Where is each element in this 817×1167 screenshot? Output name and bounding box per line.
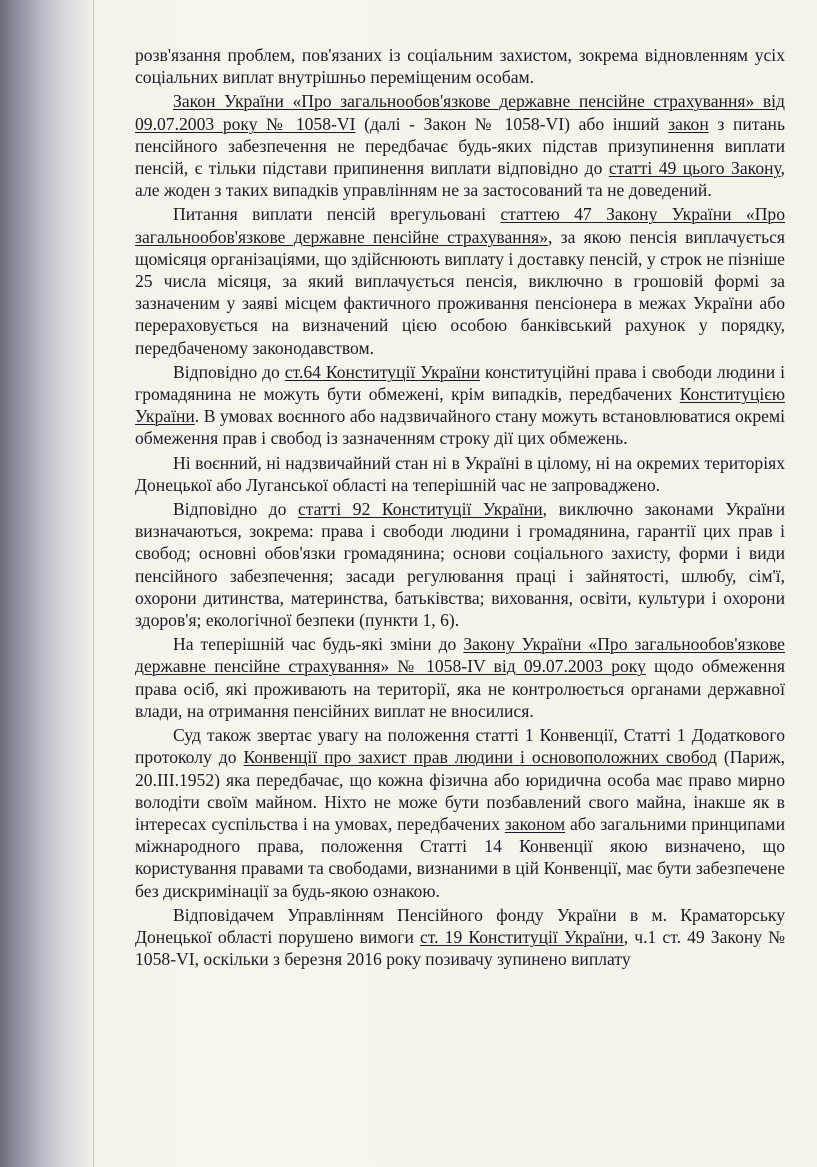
text-segment: або загальними принципами міжнародного права, положення Статті 14 Конвенції якою визначено, що користування правами та свободами, визнаними в цій Конвенції, має бути забезпечене без дискримінації за будь-якою ознакою.: [135, 813, 785, 901]
constitution-link[interactable]: ст.64 Конституції України: [284, 361, 481, 382]
text-segment: . В умовах воєнного або надзвичайного стану можуть встановлюватися окремі обмеження прав і свобод із зазначенням строку дії цих обмежень.: [135, 406, 785, 449]
text-segment: Суд також звертає увагу на положення статті 1 Конвенції, Статті 1 Додаткового протоколу до: [135, 725, 785, 768]
text-segment: , виключно законами України визначаються, зокрема: права і свободи людини і громадянина, гарантії цих прав і свобод; основні обов'язки громадянина; основи соціального захисту, форми і види пенсійного забезпечення; засади регулювання праці і зайнятості, шлюбу, сім'ї, охорони дитинства, материнства, батьківства; виховання, освіти, культури і охорони здоров'я; екологічної безпеки (пункти 1, 6).: [135, 499, 785, 631]
article-link[interactable]: статті 49 цього Закону: [608, 158, 781, 179]
text-segment: Відповідно до: [173, 499, 298, 520]
article-link[interactable]: статтею 47 Закону України «Про загальнообов'язкове державне пенсійне страхування»: [135, 204, 786, 247]
text-segment: , ч.1 ст. 49 Закону № 1058-VI, оскільки з березня 2016 року позивачу зупинено виплату: [135, 926, 785, 970]
paragraph-0: [135, 44, 785, 88]
paragraph-5: [135, 498, 785, 631]
text-segment: (далі - Закон № 1058-VI) або інший: [355, 113, 669, 134]
text-segment: Відповідачем Управлінням Пенсійного фонду України в м. Краматорську Донецької області порушено вимоги: [135, 904, 785, 947]
constitution-link[interactable]: Конституцією України: [135, 384, 785, 427]
text-segment: конституційні права і свободи людини і громадянина не можуть бути обмежені, крім випадків, передбачених: [135, 361, 785, 405]
text-segment: (Париж, 20.III.1952) яка передбачає, що кожна фізична або юридична особа має право мирно володіти своїм майном. Ніхто не може бути позбавлений свого майна, інакше як в інтересах суспільства і на умовах, передбачених: [135, 747, 785, 834]
paragraph-3: [135, 361, 785, 450]
text-segment: Відповідно до: [173, 361, 285, 382]
constitution-link[interactable]: статті 92 Конституції України: [297, 499, 543, 520]
law-link[interactable]: закон: [668, 113, 709, 134]
text-segment: розв'язання проблем, пов'язаних із соціальним захистом, зокрема відновленням усіх соціальних виплат внутрішньо переміщеним особам.: [135, 45, 785, 88]
paragraph-4: [135, 452, 785, 496]
paragraph-6: [135, 633, 785, 722]
text-segment: з питань пенсійного забезпечення не передбачає будь-яких підстав призупинення виплати пенсій, є тільки підстави припинення виплати відповідно до: [135, 113, 785, 179]
binding-shadow: [0, 0, 95, 1167]
text-segment: Ні воєнний, ні надзвичайний стан ні в Україні в цілому, ні на окремих територіях Донецької або Луганської області на теперішній час не запроваджено.: [135, 452, 785, 495]
law-link[interactable]: Закону України «Про загальнообов'язкове державне пенсійне страхування» № 1058-IV від 09.07.2003 року: [135, 634, 785, 677]
text-segment: Питання виплати пенсій врегульовані: [173, 204, 501, 225]
text-segment: щодо обмеження права осіб, які проживають на території, яка не контролюється органами державної влади, на отримання пенсійних виплат не вносилися.: [135, 656, 785, 721]
convention-link[interactable]: Конвенції про захист прав людини і основоположних свобод: [243, 747, 717, 768]
law-link[interactable]: Закон України «Про загальнообов'язкове державне пенсійне страхування» від 09.07.2003 року № 1058-VI: [135, 91, 785, 134]
paragraph-1: [135, 90, 785, 201]
document-body: [135, 44, 785, 970]
constitution-link[interactable]: ст. 19 Конституції України: [419, 926, 624, 947]
text-segment: , за якою пенсія виплачується щомісяця організаціями, що здійснюють виплату і доставку пенсій, у строк не пізніше 25 числа місяця, за який виплачується пенсія, виключно в грошовій формі за зазначеним у заяві місцем фактичного проживання пенсіонера в межах України або перераховується на визначений цією особою банківський рахунок у порядку, передбаченому законодавством.: [135, 226, 785, 358]
text-segment: , але жоден з таких випадків управлінням не за застосований та не доведений.: [135, 158, 785, 201]
binding-edge: [93, 0, 94, 1167]
paragraph-8: [135, 904, 785, 971]
text-segment: На теперішній час будь-які зміни до: [173, 634, 464, 655]
law-link[interactable]: законом: [504, 813, 566, 834]
paragraph-7: [135, 724, 785, 902]
paragraph-2: [135, 203, 785, 358]
